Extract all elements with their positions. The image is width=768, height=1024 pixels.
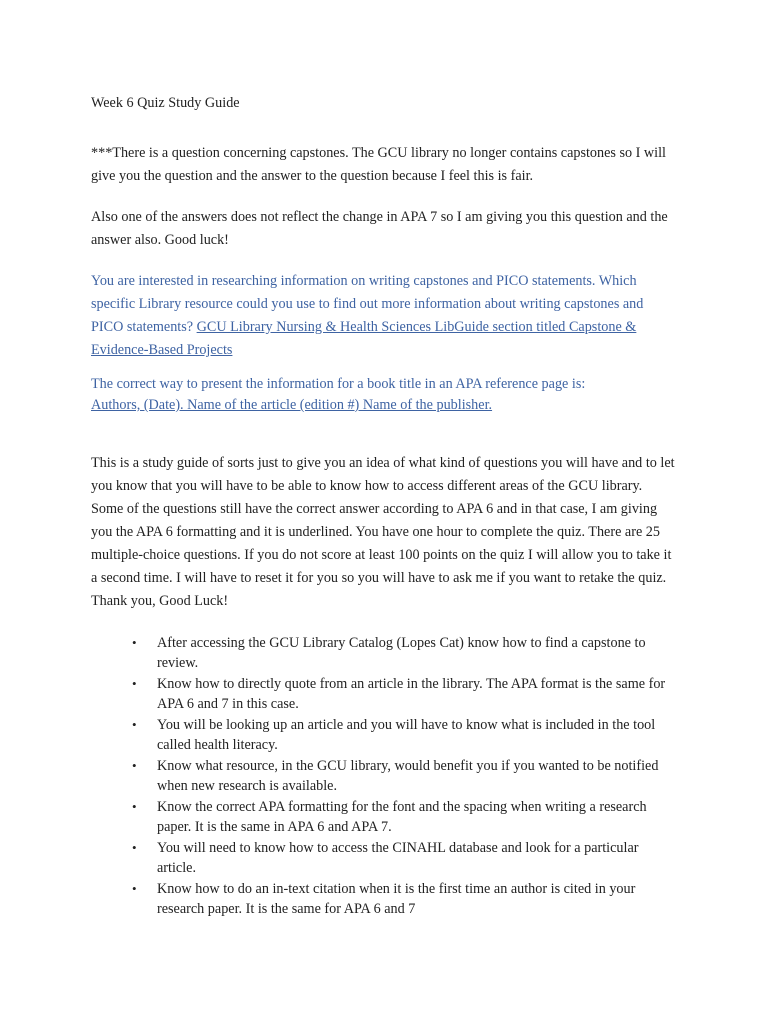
bullet-dot: •	[132, 840, 137, 855]
question-capstones-text: You are interested in researching information on writing capstones and PICO statements. Which specific Library resource could you use to find out more information about writing capstones and PICO statements?	[91, 273, 644, 335]
bullet-dot: •	[132, 758, 137, 773]
study-topics-list	[91, 633, 676, 919]
bullet-dot: •	[132, 717, 137, 732]
answer-apa-format-link[interactable]: Authors, (Date). Name of the article (edition #) Name of the publisher.	[91, 397, 493, 413]
list-item: • You will need to know how to access the CINAHL database and look for a particular article.	[132, 840, 639, 876]
question-capstones	[91, 270, 676, 362]
bullet-dot: •	[132, 881, 137, 896]
bullet-dot: •	[132, 635, 137, 650]
question-book-title	[91, 374, 676, 416]
intro-paragraph-capstones: ***There is a question concerning capstones. The GCU library no longer contains capstones so I will give you the question and the answer to the question because I feel this is fair.	[91, 145, 666, 184]
intro-paragraph-apa7: Also one of the answers does not reflect the change in APA 7 so I am giving you this question and the answer also. Good luck!	[91, 209, 668, 248]
bullet-dot: •	[132, 799, 137, 814]
study-guide-body: This is a study guide of sorts just to give you an idea of what kind of questions you will have and to let you know that you will have to be able to know how to access different areas of the GCU library. Some of the questions still have the correct answer according to APA 6 and in that case, I am giving you the APA 6 formatting and it is underlined. You have one hour to complete the quiz. There are 25 multiple-choice questions. If you do not score at least 100 points on the quiz I will allow you to take it a second time. I will have to reset it for you so you will have to ask me if you want to retake the quiz. Thank you, Good Luck!	[91, 455, 675, 609]
answer-libguide-link[interactable]: GCU Library Nursing & Health Sciences LibGuide section titled Capstone & Evidence-Based Projects	[91, 319, 637, 358]
list-item: • After accessing the GCU Library Catalog (Lopes Cat) know how to find a capstone to review.	[132, 635, 646, 671]
question-book-title-text: The correct way to present the information for a book title in an APA reference page is:	[91, 376, 586, 392]
list-item: • You will be looking up an article and you will have to know what is included in the tool called health literacy.	[132, 717, 656, 753]
list-item: • Know what resource, in the GCU library, would benefit you if you wanted to be notified when new research is available.	[132, 758, 659, 794]
bullet-dot: •	[132, 676, 137, 691]
document-title: Week 6 Quiz Study Guide	[91, 95, 240, 111]
list-item: • Know the correct APA formatting for the font and the spacing when writing a research paper. It is the same in APA 6 and APA 7.	[132, 799, 647, 835]
list-item: • Know how to do an in-text citation when it is the first time an author is cited in your research paper. It is the same for APA 6 and 7	[132, 881, 636, 917]
list-item: • Know how to directly quote from an article in the library. The APA format is the same for APA 6 and 7 in this case.	[132, 676, 666, 712]
